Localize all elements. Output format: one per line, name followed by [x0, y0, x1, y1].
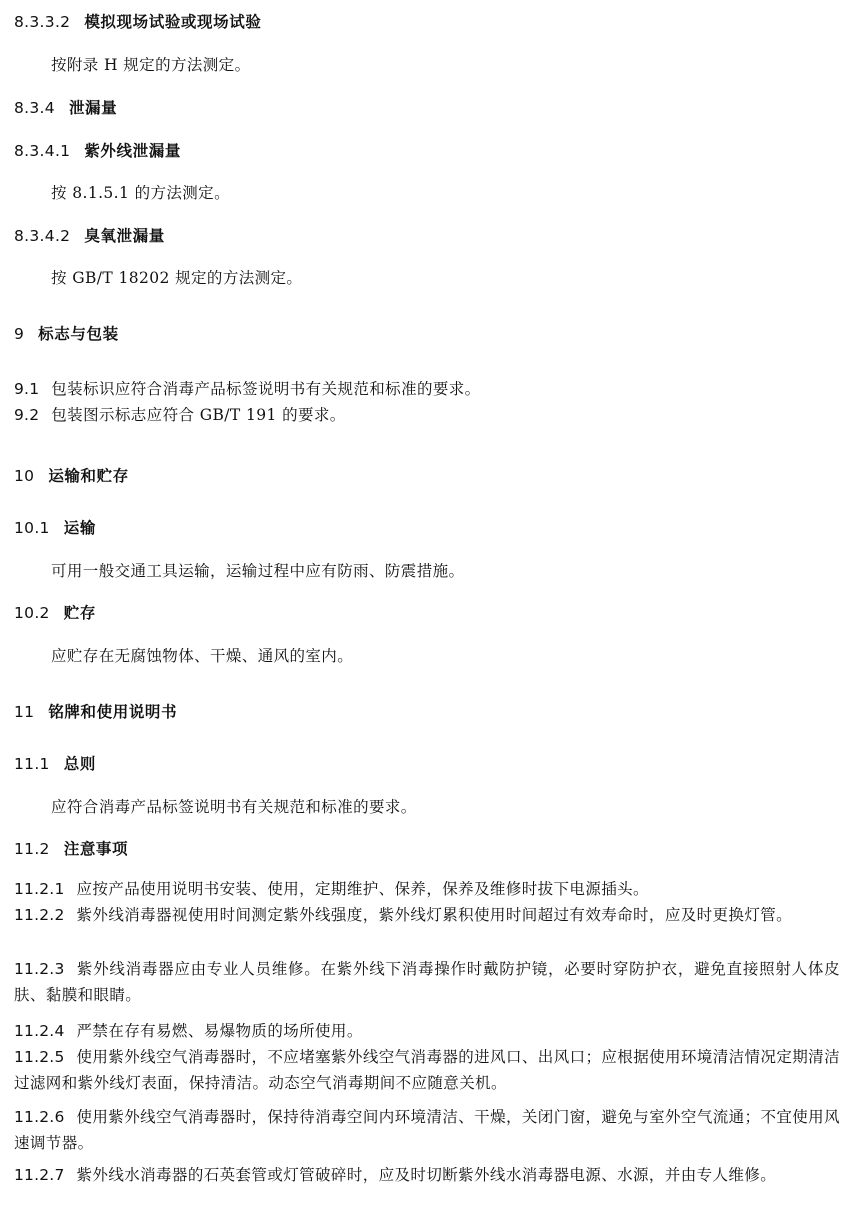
item-number: 9.2 — [14, 406, 40, 424]
section-title: 紫外线泄漏量 — [84, 142, 181, 160]
section-title: 臭氧泄漏量 — [84, 227, 165, 245]
section-title: 模拟现场试验或现场试验 — [84, 13, 262, 31]
heading-11-2 — [14, 837, 840, 859]
section-number: 8.3.4 — [14, 99, 55, 117]
section-number: 11.1 — [14, 755, 50, 773]
section-title: 运输和贮存 — [48, 467, 129, 485]
heading-9 — [14, 322, 840, 344]
item-number: 11.2.4 — [14, 1022, 65, 1040]
section-title: 贮存 — [63, 604, 96, 622]
paragraph-8-3-4-1: 按 8.1.5.1 的方法测定。 — [51, 184, 230, 202]
item-number: 9.1 — [14, 380, 40, 398]
heading-10-1 — [14, 516, 840, 538]
item-text: 包装标识应符合消毒产品标签说明书有关规范和标准的要求。 — [51, 380, 481, 398]
section-number: 10.1 — [14, 519, 50, 537]
item-text: 使用紫外线空气消毒器时，不应堵塞紫外线空气消毒器的进风口、出风口；应根据使用环境清洁情况定期清洁过滤网和紫外线灯表面，保持清洁。动态空气消毒期间不应随意关机。 — [14, 1048, 840, 1092]
heading-10-2 — [14, 601, 840, 623]
item-text: 紫外线水消毒器的石英套管或灯管破碎时，应及时切断紫外线水消毒器电源、水源，并由专人维修。 — [76, 1166, 777, 1184]
item-number: 11.2.5 — [14, 1048, 65, 1066]
item-number: 11.2.6 — [14, 1108, 65, 1126]
section-title: 注意事项 — [63, 840, 129, 858]
paragraph-10-2: 应贮存在无腐蚀物体、干燥、通风的室内。 — [51, 647, 354, 665]
heading-8-3-4-1 — [14, 139, 840, 161]
section-title: 总则 — [63, 755, 96, 773]
heading-8-3-3-2 — [14, 10, 840, 32]
paragraph-8-3-4-2: 按 GB/T 18202 规定的方法测定。 — [51, 269, 303, 287]
section-number: 8.3.4.2 — [14, 227, 71, 245]
section-title: 铭牌和使用说明书 — [48, 703, 178, 721]
item-number: 11.2.2 — [14, 906, 65, 924]
heading-8-3-4-2 — [14, 224, 840, 246]
heading-10 — [14, 464, 840, 486]
item-9-2 — [14, 402, 840, 428]
item-text: 紫外线消毒器视使用时间测定紫外线强度，紫外线灯累积使用时间超过有效寿命时，应及时更换灯管。 — [76, 906, 793, 924]
item-11-2-5 — [14, 1044, 840, 1096]
item-number: 11.2.3 — [14, 960, 65, 978]
item-9-1 — [14, 376, 840, 402]
heading-11 — [14, 700, 840, 722]
section-number: 10 — [14, 467, 35, 485]
item-text: 紫外线消毒器应由专业人员维修。在紫外线下消毒操作时戴防护镜，必要时穿防护衣，避免直接照射人体皮肤、黏膜和眼睛。 — [14, 960, 840, 1004]
item-11-2-6 — [14, 1104, 840, 1156]
section-title: 标志与包装 — [38, 325, 119, 343]
paragraph-11-1: 应符合消毒产品标签说明书有关规范和标准的要求。 — [51, 798, 417, 816]
item-11-2-3 — [14, 956, 840, 1008]
heading-8-3-4 — [14, 96, 840, 118]
item-11-2-7 — [14, 1162, 840, 1188]
section-number: 11 — [14, 703, 35, 721]
item-number: 11.2.1 — [14, 880, 65, 898]
heading-11-1 — [14, 752, 840, 774]
section-number: 8.3.3.2 — [14, 13, 71, 31]
item-text: 使用紫外线空气消毒器时，保持待消毒空间内环境清洁、干燥，关闭门窗，避免与室外空气流通；不宜使用风速调节器。 — [14, 1108, 840, 1152]
section-title: 运输 — [63, 519, 96, 537]
item-11-2-4 — [14, 1018, 840, 1044]
section-number: 10.2 — [14, 604, 50, 622]
paragraph-10-1: 可用一般交通工具运输，运输过程中应有防雨、防震措施。 — [51, 562, 465, 580]
item-text: 应按产品使用说明书安装、使用，定期维护、保养，保养及维修时拔下电源插头。 — [76, 880, 649, 898]
section-number: 11.2 — [14, 840, 50, 858]
section-number: 9 — [14, 325, 25, 343]
paragraph-8-3-3-2: 按附录 H 规定的方法测定。 — [51, 56, 251, 74]
item-11-2-2 — [14, 902, 840, 928]
item-text: 包装图示标志应符合 GB/T 191 的要求。 — [51, 406, 346, 424]
section-number: 8.3.4.1 — [14, 142, 71, 160]
item-number: 11.2.7 — [14, 1166, 65, 1184]
item-text: 严禁在存有易燃、易爆物质的场所使用。 — [76, 1022, 363, 1040]
section-title: 泄漏量 — [68, 99, 118, 117]
item-11-2-1 — [14, 876, 840, 902]
